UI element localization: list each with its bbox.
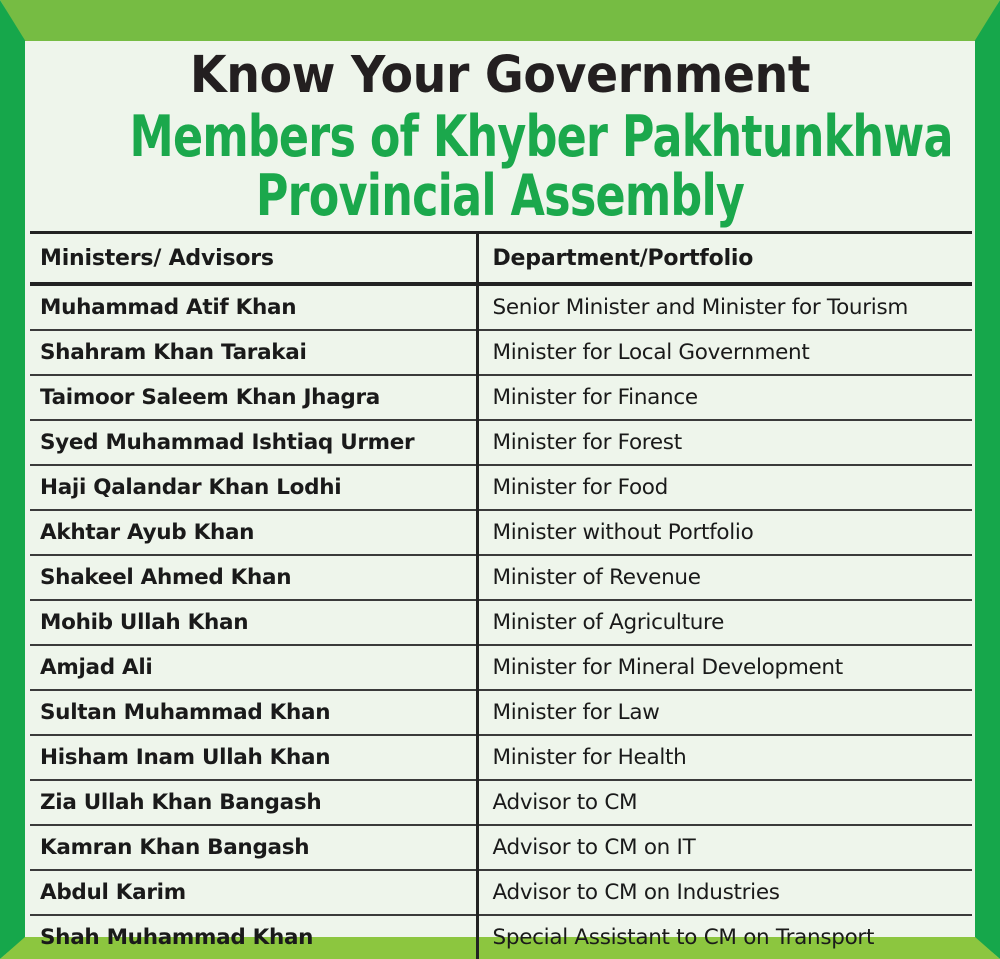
cell-department: Special Assistant to CM on Transport (477, 915, 972, 959)
cell-minister-name: Taimoor Saleem Khan Jhagra (30, 375, 477, 420)
poster-heading-block (25, 41, 975, 229)
cell-department: Advisor to CM on Industries (477, 870, 972, 915)
table-row (30, 600, 972, 645)
table-row (30, 825, 972, 870)
cell-minister-name: Shah Muhammad Khan (30, 915, 477, 959)
table-row (30, 690, 972, 735)
table-body (30, 284, 972, 959)
cell-department: Minister for Law (477, 690, 972, 735)
table-row (30, 510, 972, 555)
cell-minister-name: Akhtar Ayub Khan (30, 510, 477, 555)
poster-sheet (25, 41, 975, 950)
cell-department: Advisor to CM on IT (477, 825, 972, 870)
cell-minister-name: Muhammad Atif Khan (30, 284, 477, 330)
cell-department: Minister for Forest (477, 420, 972, 465)
page-subtitle-line1: Members of Khyber Pakhtunkhwa (129, 104, 953, 170)
cell-department: Minister for Finance (477, 375, 972, 420)
table-row (30, 645, 972, 690)
cell-minister-name: Amjad Ali (30, 645, 477, 690)
cell-minister-name: Syed Muhammad Ishtiaq Urmer (30, 420, 477, 465)
column-header-department: Department/Portfolio (477, 233, 972, 285)
table-row (30, 780, 972, 825)
cell-minister-name: Mohib Ullah Khan (30, 600, 477, 645)
frame-top-bevel (0, 0, 1000, 42)
page-title: Know Your Government (189, 46, 811, 105)
frame-right-bevel (974, 0, 1000, 959)
cell-department: Senior Minister and Minister for Tourism (477, 284, 972, 330)
cell-department: Minister for Health (477, 735, 972, 780)
table-header (30, 233, 972, 285)
cell-minister-name: Zia Ullah Khan Bangash (30, 780, 477, 825)
cell-minister-name: Haji Qalandar Khan Lodhi (30, 465, 477, 510)
cell-minister-name: Shakeel Ahmed Khan (30, 555, 477, 600)
cell-department: Minister of Agriculture (477, 600, 972, 645)
page-subtitle-line2: Provincial Assembly (255, 163, 745, 229)
table-row (30, 735, 972, 780)
cell-department: Advisor to CM (477, 780, 972, 825)
cell-minister-name: Kamran Khan Bangash (30, 825, 477, 870)
members-table-container (30, 231, 972, 959)
table-row (30, 330, 972, 375)
cell-department: Minister for Local Government (477, 330, 972, 375)
table-header-row (30, 233, 972, 285)
frame-left-bevel (0, 0, 26, 959)
table-row (30, 555, 972, 600)
cell-department: Minister for Mineral Development (477, 645, 972, 690)
column-header-ministers: Ministers/ Advisors (30, 233, 477, 285)
table-row (30, 420, 972, 465)
table-row (30, 915, 972, 959)
table-row (30, 284, 972, 330)
cell-minister-name: Sultan Muhammad Khan (30, 690, 477, 735)
cell-minister-name: Hisham Inam Ullah Khan (30, 735, 477, 780)
cell-minister-name: Abdul Karim (30, 870, 477, 915)
table-row (30, 375, 972, 420)
cell-department: Minister of Revenue (477, 555, 972, 600)
table-row (30, 870, 972, 915)
cell-department: Minister for Food (477, 465, 972, 510)
members-table (30, 231, 972, 959)
cell-department: Minister without Portfolio (477, 510, 972, 555)
table-row (30, 465, 972, 510)
cell-minister-name: Shahram Khan Tarakai (30, 330, 477, 375)
